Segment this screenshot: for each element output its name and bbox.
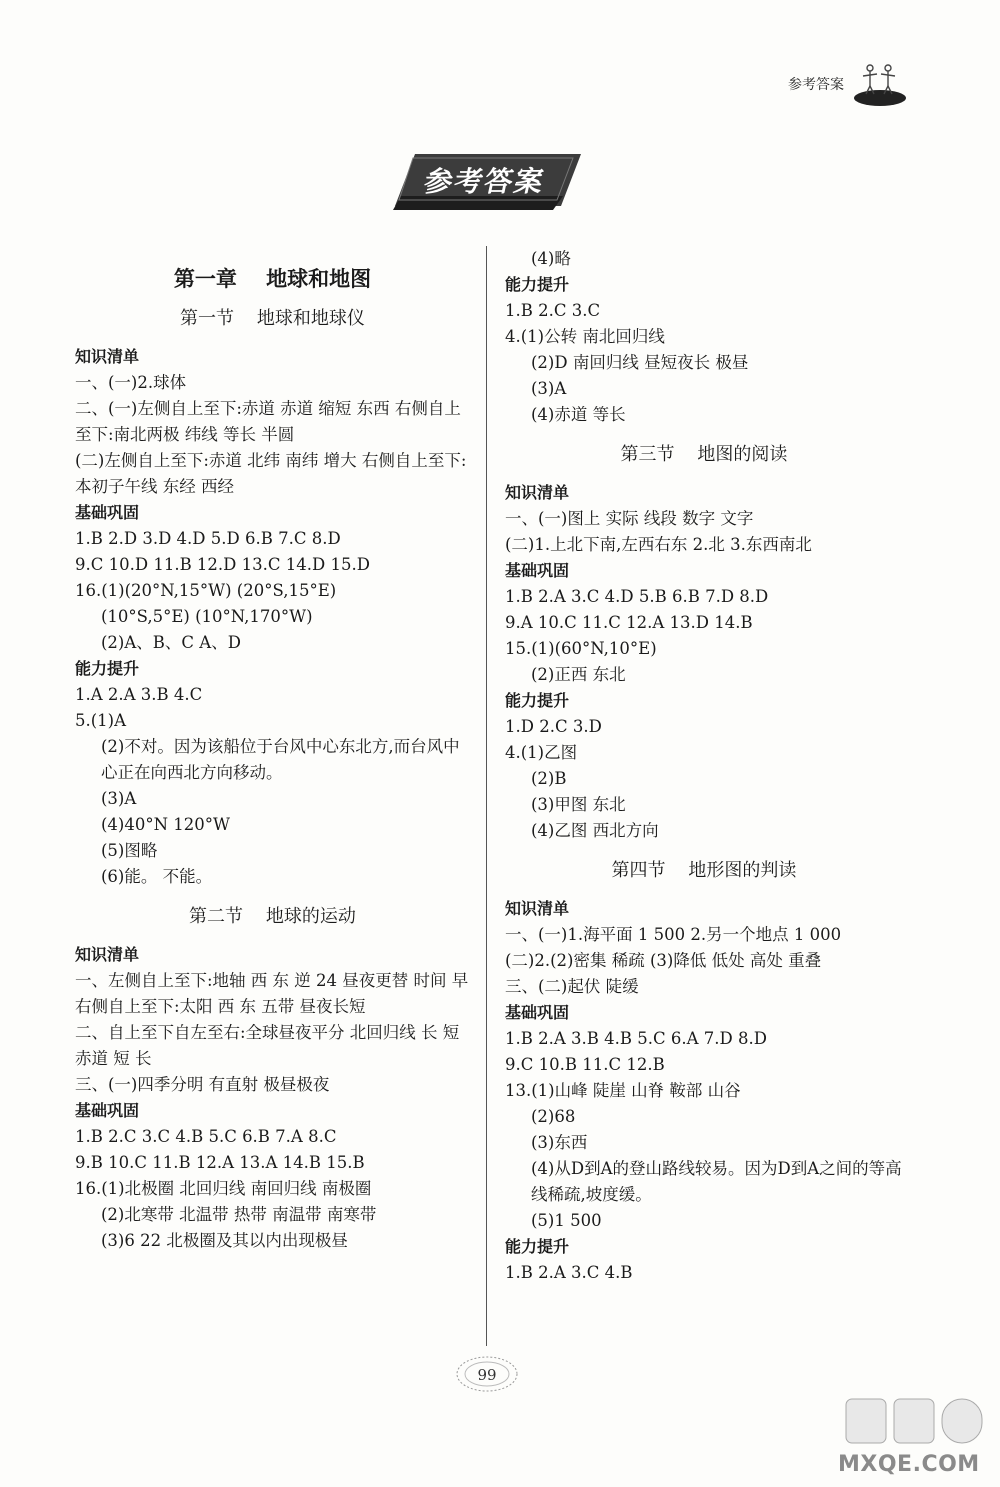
answer-line: 一、(一)图上 实际 线段 数字 文字 xyxy=(505,509,754,528)
answer-line: (二)1.上北下南,左西右东 2.北 3.东西南北 xyxy=(505,535,812,554)
subsection-heading: 能力提升 xyxy=(75,659,140,678)
subsection-heading: 基础巩固 xyxy=(505,561,570,580)
running-header-title: 参考答案 xyxy=(788,77,844,93)
answer-line: 5.(1)A xyxy=(75,711,127,730)
answer-line: (4)赤道 等长 xyxy=(531,405,626,424)
answer-line: (4)40°N 120°W xyxy=(101,815,231,834)
answer-line: 9.A 10.C 11.C 12.A 13.D 14.B xyxy=(505,613,753,632)
subsection-heading: 基础巩固 xyxy=(75,1101,140,1120)
answer-line: 一、(一)1.海平面 1 500 2.另一个地点 1 000 xyxy=(505,925,842,944)
answer-line: 13.(1)山峰 陡崖 山脊 鞍部 山谷 xyxy=(505,1081,741,1100)
answer-line: (3)A xyxy=(531,379,567,398)
answer-line: 4.(1)公转 南北回归线 xyxy=(505,327,665,346)
answer-line: 9.C 10.D 11.B 12.D 13.C 14.D 15.D xyxy=(75,555,370,574)
header-figures-icon xyxy=(848,60,908,110)
answer-line: (5)图略 xyxy=(101,841,158,860)
answer-line: 1.D 2.C 3.D xyxy=(505,717,602,736)
answer-line: 9.C 10.B 11.C 12.B xyxy=(505,1055,665,1074)
answer-line: (5)1 500 xyxy=(531,1211,602,1230)
answer-line: (10°S,5°E) (10°N,170°W) xyxy=(101,607,313,626)
answer-line: (2)68 xyxy=(531,1107,576,1126)
answer-line: (2)D 南回归线 昼短夜长 极昼 xyxy=(531,353,749,372)
answer-line: 1.B 2.A 3.B 4.B 5.C 6.A 7.D 8.D xyxy=(505,1029,767,1048)
answer-line: 1.A 2.A 3.B 4.C xyxy=(75,685,203,704)
answer-line: (2)正西 东北 xyxy=(531,665,626,684)
answer-line: (4)乙图 西北方向 xyxy=(531,821,659,840)
answer-line: (二)2.(2)密集 稀疏 (3)降低 低处 高处 重叠 xyxy=(505,951,822,970)
subsection-heading: 知识清单 xyxy=(75,945,140,964)
answer-line: 1.B 2.A 3.C 4.D 5.B 6.B 7.D 8.D xyxy=(505,587,769,606)
answer-line: (4)从D到A的登山路线较易。因为D到A之间的等高线稀疏,坡度缓。 xyxy=(531,1159,902,1204)
answer-line: 9.B 10.C 11.B 12.A 13.A 14.B 15.B xyxy=(75,1153,365,1172)
answer-line: 一、左侧自上至下:地轴 西 东 逆 24 昼夜更替 时间 早 右侧自上至下:太阳 西 东 五带 昼夜长短 xyxy=(75,971,469,1016)
section-title: 第四节 地形图的判读 xyxy=(611,860,797,881)
subsection-heading: 能力提升 xyxy=(505,1237,570,1256)
right-column xyxy=(505,246,903,1286)
subsection-heading: 能力提升 xyxy=(505,691,570,710)
answer-line: 一、(一)2.球体 xyxy=(75,373,187,392)
subsection-heading: 基础巩固 xyxy=(75,503,140,522)
answer-line: (3)A xyxy=(101,789,137,808)
chapter-title: 第一章 地球和地图 xyxy=(173,267,372,291)
answer-line: (2)不对。因为该船位于台风中心东北方,而台风中心正在向西北方向移动。 xyxy=(101,737,460,782)
column-divider xyxy=(486,246,487,1346)
answer-line: (二)左侧自上至下:赤道 北纬 南纬 增大 右侧自上至下:本初子午线 东经 西经 xyxy=(75,451,467,496)
answer-line: 16.(1)北极圈 北回归线 南回归线 南极圈 xyxy=(75,1179,372,1198)
answer-line: (3)东西 xyxy=(531,1133,588,1152)
section-title: 第三节 地图的阅读 xyxy=(620,444,788,465)
subsection-heading: 知识清单 xyxy=(75,347,140,366)
subsection-heading: 知识清单 xyxy=(505,483,570,502)
subsection-heading: 知识清单 xyxy=(505,899,570,918)
answer-line: 15.(1)(60°N,10°E) xyxy=(505,639,657,658)
subsection-heading: 基础巩固 xyxy=(505,1003,570,1022)
answer-line: 二、自上至下自左至右:全球昼夜平分 北回归线 长 短 赤道 短 长 xyxy=(75,1023,460,1068)
left-column xyxy=(75,258,470,1254)
answer-line: (2)A、B、C A、D xyxy=(101,633,241,652)
answer-line: 4.(1)乙图 xyxy=(505,743,578,762)
answer-line: 三、(一)四季分明 有直射 极昼极夜 xyxy=(75,1075,330,1094)
answer-line: 1.B 2.C 3.C 4.B 5.C 6.B 7.A 8.C xyxy=(75,1127,337,1146)
answer-line: (4)略 xyxy=(531,249,571,268)
page-number: 99 xyxy=(477,1366,497,1384)
answer-line: 三、(二)起伏 陡缓 xyxy=(505,977,639,996)
answer-line: (2)B xyxy=(531,769,567,788)
watermark-text: MXQE.COM xyxy=(838,1452,980,1477)
answer-line: 16.(1)(20°N,15°W) (20°S,15°E) xyxy=(75,581,337,600)
banner-title: 参考答案 xyxy=(421,165,549,198)
answer-line: 1.B 2.C 3.C xyxy=(505,301,601,320)
answer-line: 1.B 2.D 3.D 4.D 5.D 6.B 7.C 8.D xyxy=(75,529,341,548)
answer-line: 二、(一)左侧自上至下:赤道 赤道 缩短 东西 右侧自上至下:南北两极 纬线 等长 半圆 xyxy=(75,399,461,444)
section-title: 第一节 地球和地球仪 xyxy=(180,308,365,329)
answer-line: 1.B 2.A 3.C 4.B xyxy=(505,1263,633,1282)
answer-line: (6)能。 不能。 xyxy=(101,867,213,886)
answer-line: (3)6 22 北极圈及其以内出现极昼 xyxy=(101,1231,348,1250)
section-title: 第二节 地球的运动 xyxy=(189,906,356,927)
answer-line: (3)甲图 东北 xyxy=(531,795,626,814)
answer-line: (2)北寒带 北温带 热带 南温带 南寒带 xyxy=(101,1205,377,1224)
subsection-heading: 能力提升 xyxy=(505,275,570,294)
